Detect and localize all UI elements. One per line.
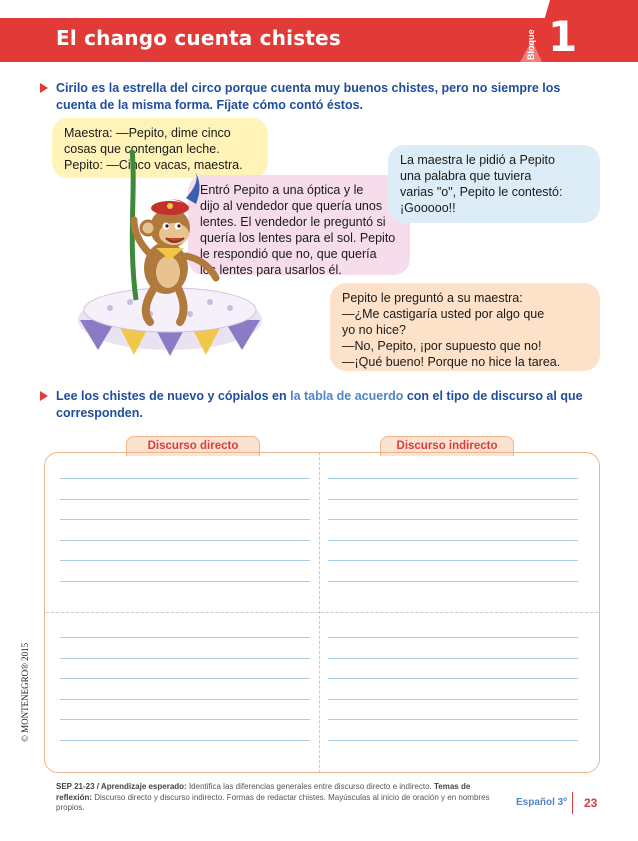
joke2-line: quería los lentes para el sol. Pepito xyxy=(200,231,396,245)
bullet-triangle-icon xyxy=(40,83,48,93)
writing-line xyxy=(60,658,310,659)
writing-line xyxy=(60,637,310,638)
column-header-direct: Discurso directo xyxy=(126,436,260,456)
joke4-line: Pepito le preguntó a su maestra: xyxy=(342,291,523,305)
writing-line xyxy=(328,478,578,479)
joke-bubble-3 xyxy=(388,145,600,223)
writing-line xyxy=(60,519,310,520)
table-horizontal-divider xyxy=(46,612,598,613)
footer-ref-text: Identifica las diferencias generales entre discurso directo e indirecto. xyxy=(186,782,434,791)
joke4-line: yo no hice? xyxy=(342,323,406,337)
footer-separator xyxy=(572,792,573,814)
joke2-line: dijo al vendedor que quería unos xyxy=(200,199,383,213)
instruction-second-part-a: Lee los chistes de nuevo y cópialos en xyxy=(56,389,291,403)
bullet-triangle-icon xyxy=(40,391,48,401)
writing-line xyxy=(60,540,310,541)
joke3-line: ¡Gooooo!! xyxy=(400,201,456,215)
bloque-number: 1 xyxy=(548,12,578,61)
instruction-second-part-b: con el tipo de discurso al que corresponden. xyxy=(56,389,583,420)
writing-line xyxy=(60,560,310,561)
writing-line xyxy=(328,560,578,561)
writing-line xyxy=(60,699,310,700)
joke4-line: —¿Me castigaría usted por algo que xyxy=(342,307,545,321)
joke2-line: los lentes para usarlos él. xyxy=(200,263,342,277)
copyright-notice: © MONTENEGRO® 2015 xyxy=(20,642,30,742)
writing-line xyxy=(60,581,310,582)
writing-line xyxy=(60,719,310,720)
joke2-line: le respondió que no, que quería xyxy=(200,247,377,261)
joke-bubble-4 xyxy=(330,283,600,371)
writing-line xyxy=(328,637,578,638)
footer-temas-label: Temas de reflexión: xyxy=(56,782,471,802)
footer-reference xyxy=(56,782,498,814)
writing-line xyxy=(60,499,310,500)
joke2-line: lentes. El vendedor le preguntó si xyxy=(200,215,386,229)
writing-line xyxy=(328,499,578,500)
joke4-line: —¡Qué bueno! Porque no hice la tarea. xyxy=(342,355,561,369)
joke1-line: Pepito: —Cinco vacas, maestra. xyxy=(64,158,243,172)
writing-line xyxy=(328,740,578,741)
instruction-first xyxy=(40,80,602,114)
joke2-line: Entró Pepito a una óptica y le xyxy=(200,183,364,197)
joke3-line: La maestra le pidió a Pepito xyxy=(400,153,555,167)
page-title: El chango cuenta chistes xyxy=(56,26,341,50)
joke3-line: varias "o", Pepito le contestó: xyxy=(400,185,563,199)
writing-line xyxy=(328,581,578,582)
footer-temas-text: Discurso directo y discurso indirecto. Formas de redactar chistes. Mayúsculas al inicio de oración y en nombres propios. xyxy=(56,792,490,812)
instruction-second-highlight: la tabla de acuerdo xyxy=(290,389,404,403)
writing-line xyxy=(60,478,310,479)
column-header-indirect: Discurso indirecto xyxy=(380,436,514,456)
bloque-label: Bloque xyxy=(526,29,536,60)
joke4-line: —No, Pepito, ¡por supuesto que no! xyxy=(342,339,542,353)
writing-line xyxy=(328,658,578,659)
writing-line xyxy=(60,740,310,741)
joke1-line: Maestra: —Pepito, dime cinco xyxy=(64,126,231,140)
instruction-second xyxy=(40,388,602,422)
writing-line xyxy=(60,678,310,679)
bloque-tab xyxy=(520,0,638,62)
writing-line xyxy=(328,540,578,541)
writing-line xyxy=(328,519,578,520)
writing-line xyxy=(328,699,578,700)
page-number: 23 xyxy=(584,796,598,810)
instruction-first-text: Cirilo es la estrella del circo porque cuenta muy buenos chistes, pero no siempre los cuenta de la misma forma. Fíjate cómo contó éstos. xyxy=(56,81,561,112)
footer-subject: Español 3º xyxy=(516,797,567,808)
writing-line xyxy=(328,719,578,720)
joke3-line: una palabra que tuviera xyxy=(400,169,532,183)
instruction-second-text xyxy=(40,388,602,422)
joke1-line: cosas que contengan leche. xyxy=(64,142,220,156)
footer-ref-label: SEP 21-23 / Aprendizaje esperado: xyxy=(56,782,187,791)
writing-line xyxy=(328,678,578,679)
monkey-circus-illustration xyxy=(70,150,270,360)
